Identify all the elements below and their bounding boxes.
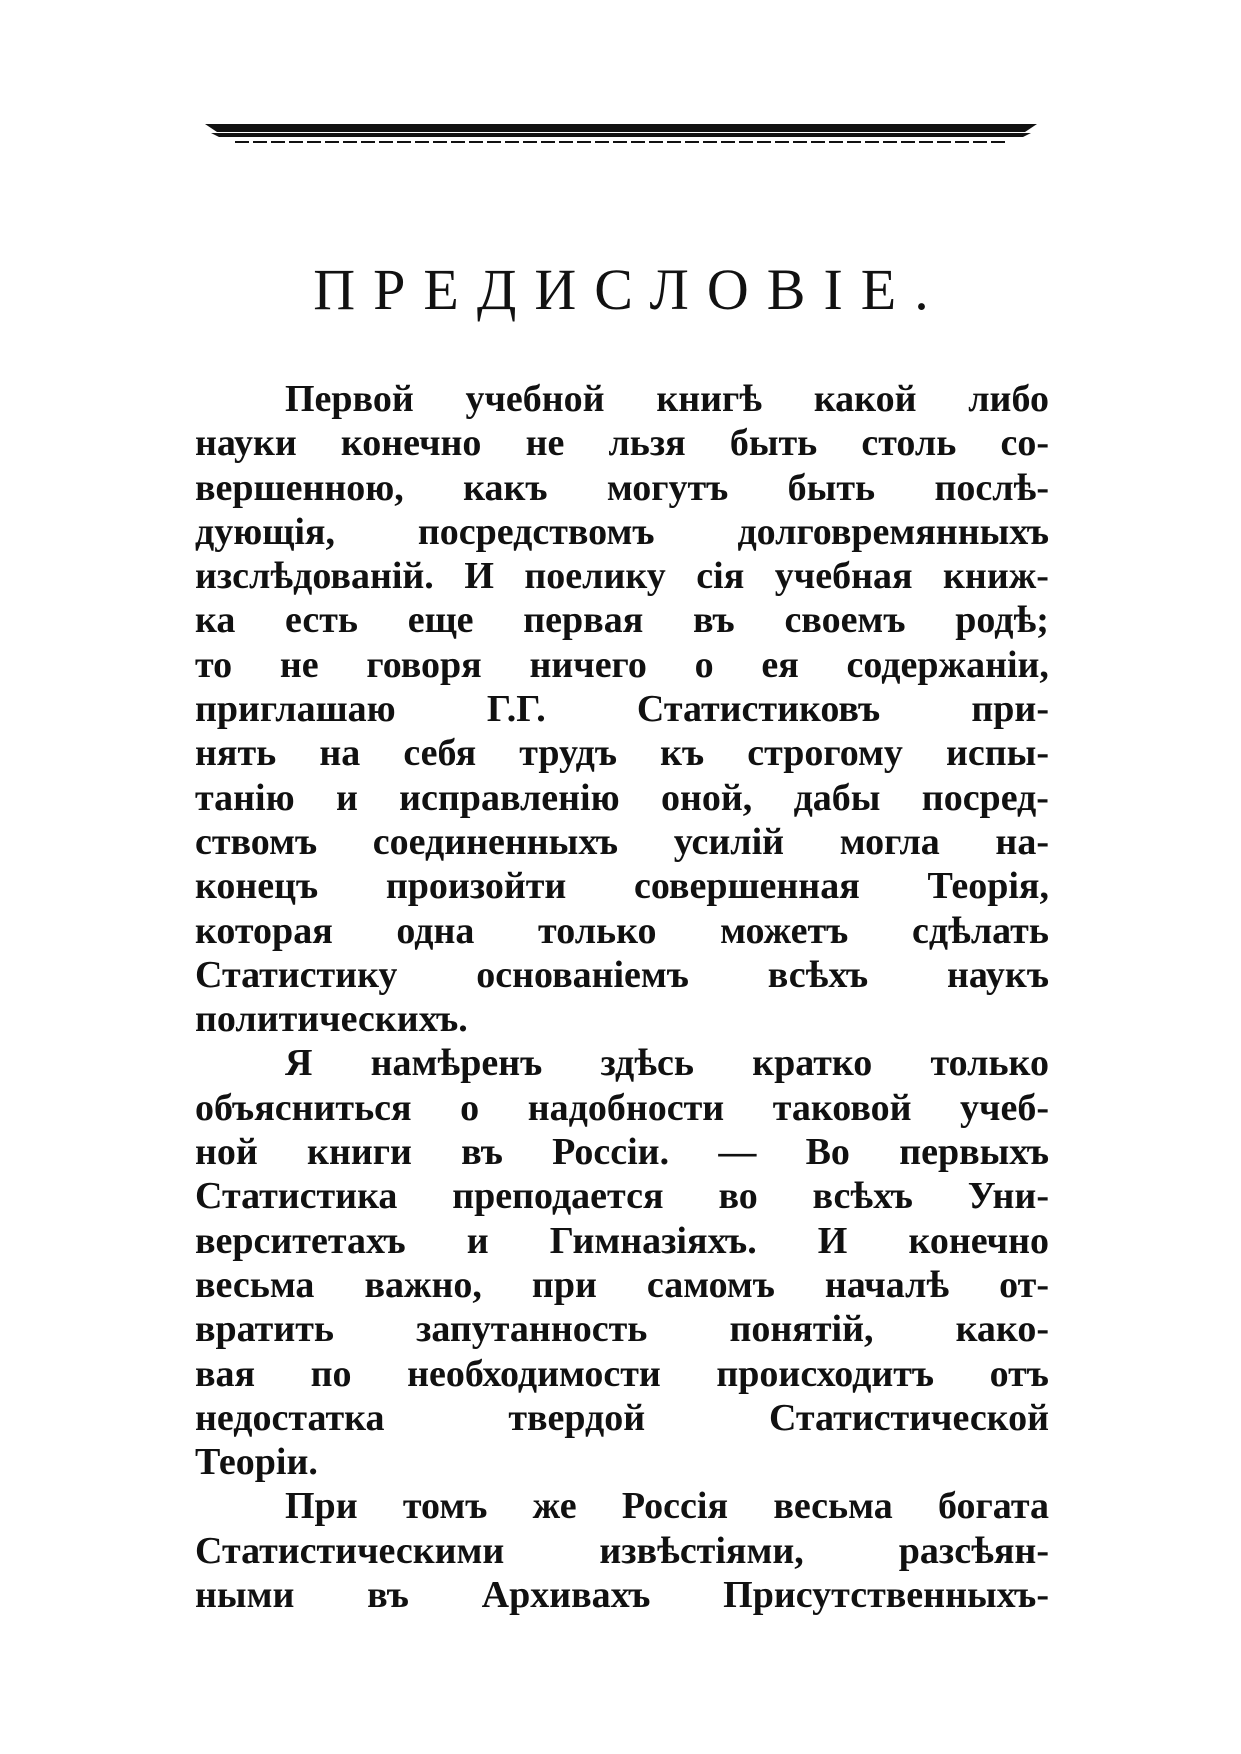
word: учебная bbox=[774, 555, 913, 598]
text-line bbox=[195, 466, 1049, 510]
word: вая bbox=[195, 1352, 256, 1395]
word: можетъ bbox=[720, 909, 849, 952]
word: Статистику bbox=[195, 953, 398, 996]
word: Статистика bbox=[195, 1175, 398, 1218]
text-line bbox=[195, 643, 1049, 687]
word: преподается bbox=[452, 1175, 664, 1218]
word: себя bbox=[403, 732, 477, 775]
word: то bbox=[195, 643, 233, 686]
text-line bbox=[195, 1484, 1049, 1528]
word: о bbox=[694, 643, 714, 686]
word: Гимназіяхъ. bbox=[549, 1219, 757, 1262]
word: танію bbox=[195, 776, 295, 819]
text-line bbox=[195, 953, 1049, 997]
word: долговремянныхъ bbox=[737, 510, 1049, 553]
word: кратко bbox=[752, 1042, 873, 1085]
page-title: ПРЕДИСЛОВІЕ. bbox=[313, 257, 947, 322]
word: понятій, bbox=[729, 1308, 874, 1351]
word: конецъ bbox=[195, 865, 319, 908]
word: въ bbox=[461, 1131, 503, 1174]
word: весьма bbox=[773, 1485, 893, 1528]
word: быть bbox=[729, 422, 818, 465]
word: здѣсь bbox=[600, 1042, 695, 1085]
word: о bbox=[460, 1086, 480, 1129]
word: на bbox=[319, 732, 361, 775]
word: при- bbox=[971, 688, 1049, 731]
word: нять bbox=[195, 732, 277, 775]
word: Г.Г. bbox=[486, 688, 546, 731]
word: надобности bbox=[527, 1086, 725, 1129]
word: вершенною, bbox=[195, 466, 404, 509]
word: какъ bbox=[463, 466, 548, 509]
word: запутанность bbox=[416, 1308, 648, 1351]
word: льзя bbox=[608, 422, 686, 465]
word: во bbox=[718, 1175, 758, 1218]
word: И bbox=[464, 555, 494, 598]
text-line bbox=[195, 1041, 1049, 1085]
word: Первой bbox=[285, 378, 414, 420]
word: оной, bbox=[660, 776, 753, 819]
word: Теорія, bbox=[927, 865, 1049, 908]
text-line bbox=[195, 598, 1049, 642]
word: всѣхъ bbox=[767, 953, 869, 996]
word: таковой bbox=[772, 1086, 912, 1129]
word: Россіи. bbox=[552, 1131, 670, 1174]
word: недостатка bbox=[195, 1396, 385, 1439]
word: могла bbox=[839, 820, 940, 863]
text-line bbox=[195, 554, 1049, 598]
word: послѣ- bbox=[934, 466, 1049, 509]
word: происходитъ bbox=[716, 1352, 935, 1395]
word: необходимости bbox=[407, 1352, 661, 1395]
word: дабы bbox=[793, 776, 881, 819]
text-line bbox=[195, 820, 1049, 864]
text-line bbox=[195, 421, 1049, 465]
word: Присутственныхъ- bbox=[723, 1574, 1049, 1617]
text-line bbox=[195, 1086, 1049, 1130]
word: Уни- bbox=[967, 1175, 1049, 1218]
word: и bbox=[335, 776, 358, 819]
text-line bbox=[195, 1263, 1049, 1307]
word: не bbox=[525, 422, 565, 465]
word: ными bbox=[195, 1574, 295, 1617]
word: посред- bbox=[921, 776, 1049, 819]
word: произойти bbox=[385, 865, 567, 908]
text-line bbox=[195, 1352, 1049, 1396]
text-line: политическихъ. bbox=[195, 998, 468, 1041]
text-line bbox=[195, 1396, 1049, 1440]
word: весьма bbox=[195, 1263, 315, 1306]
text-line bbox=[195, 510, 1049, 554]
word: от- bbox=[999, 1263, 1049, 1306]
word: быть bbox=[787, 466, 876, 509]
word: ея bbox=[761, 643, 799, 686]
word: изслѣдованій. bbox=[195, 555, 434, 598]
word: испы- bbox=[946, 732, 1049, 775]
word: книгѣ bbox=[656, 378, 763, 420]
word: ничего bbox=[529, 643, 647, 686]
header-ornament-rule bbox=[205, 122, 1037, 148]
word: При bbox=[285, 1485, 358, 1528]
word: усилій bbox=[673, 820, 785, 863]
word: либо bbox=[968, 378, 1049, 420]
word: объясниться bbox=[195, 1086, 412, 1129]
word: всѣхъ bbox=[812, 1175, 913, 1218]
word: только bbox=[930, 1042, 1049, 1085]
text-line bbox=[195, 1307, 1049, 1351]
word: ствомъ bbox=[195, 820, 318, 863]
word: въ bbox=[367, 1574, 409, 1617]
word: Статистиковъ bbox=[636, 688, 881, 731]
text-line bbox=[195, 1174, 1049, 1218]
preface-text bbox=[195, 377, 1049, 1617]
word: самомъ bbox=[646, 1263, 775, 1306]
word: науки bbox=[195, 422, 297, 465]
word: приглашаю bbox=[195, 688, 396, 731]
word: извѣстіями, bbox=[599, 1529, 804, 1572]
word: при bbox=[531, 1263, 597, 1306]
word: трудъ bbox=[519, 732, 618, 775]
word: содержаніи, bbox=[846, 643, 1049, 686]
word: началѣ bbox=[824, 1263, 950, 1306]
word: отъ bbox=[989, 1352, 1049, 1395]
word: Архивахъ bbox=[481, 1574, 651, 1617]
word: по bbox=[310, 1352, 352, 1395]
word: на- bbox=[995, 820, 1049, 863]
word: которая bbox=[195, 909, 333, 952]
word: же bbox=[532, 1485, 577, 1528]
word: учеб- bbox=[960, 1086, 1049, 1129]
text-line bbox=[195, 377, 1049, 421]
text-line bbox=[195, 909, 1049, 953]
word: въ bbox=[692, 599, 735, 642]
word: Статистической bbox=[768, 1396, 1049, 1439]
word: какой bbox=[813, 378, 917, 420]
word: ка bbox=[195, 599, 236, 642]
text-line bbox=[195, 687, 1049, 731]
word: книж- bbox=[943, 555, 1049, 598]
word: верситетахъ bbox=[195, 1219, 406, 1262]
word: сдѣлать bbox=[911, 909, 1049, 952]
word: ной bbox=[195, 1131, 258, 1174]
word: говоря bbox=[366, 643, 482, 686]
word: И bbox=[817, 1219, 848, 1262]
word: дующія, bbox=[195, 510, 335, 553]
word: важно, bbox=[364, 1263, 482, 1306]
text-line bbox=[195, 1573, 1049, 1617]
word: твердой bbox=[508, 1396, 646, 1439]
word: Во bbox=[805, 1131, 850, 1174]
word: вратить bbox=[195, 1308, 334, 1351]
word: не bbox=[279, 643, 319, 686]
word: еще bbox=[407, 599, 474, 642]
text-line bbox=[195, 731, 1049, 775]
word: совершенная bbox=[634, 865, 860, 908]
word: и bbox=[466, 1219, 489, 1262]
word: Я bbox=[285, 1042, 313, 1085]
text-line bbox=[195, 864, 1049, 908]
word: только bbox=[538, 909, 657, 952]
text-line bbox=[195, 1130, 1049, 1174]
word: конечно bbox=[908, 1219, 1049, 1262]
word: поелику bbox=[524, 555, 666, 598]
word: столь bbox=[861, 422, 957, 465]
word: наукъ bbox=[946, 953, 1049, 996]
text-line: Теоріи. bbox=[195, 1441, 318, 1484]
word: строгому bbox=[747, 732, 903, 775]
word: первая bbox=[523, 599, 644, 642]
text-line bbox=[195, 1219, 1049, 1263]
word: како- bbox=[955, 1308, 1049, 1351]
word: учебной bbox=[465, 378, 605, 420]
word: могутъ bbox=[606, 466, 729, 509]
word: томъ bbox=[402, 1485, 488, 1528]
word: Россія bbox=[621, 1485, 729, 1528]
word: основаніемъ bbox=[476, 953, 689, 996]
word: къ bbox=[660, 732, 705, 775]
word: сія bbox=[696, 555, 745, 598]
word: родѣ; bbox=[955, 599, 1049, 642]
word: книги bbox=[307, 1131, 412, 1174]
word: посредствомъ bbox=[417, 510, 655, 553]
word: со- bbox=[1000, 422, 1049, 465]
text-line bbox=[195, 776, 1049, 820]
word: есть bbox=[285, 599, 359, 642]
word: богата bbox=[938, 1485, 1049, 1528]
text-line bbox=[195, 1529, 1049, 1573]
word: исправленію bbox=[399, 776, 620, 819]
word: — bbox=[718, 1131, 757, 1174]
word: первыхъ bbox=[899, 1131, 1049, 1174]
word: своемъ bbox=[784, 599, 906, 642]
word: разсѣян- bbox=[898, 1529, 1049, 1572]
word: соединенныхъ bbox=[372, 820, 619, 863]
word: конечно bbox=[340, 422, 482, 465]
word: намѣренъ bbox=[370, 1042, 543, 1085]
word: одна bbox=[396, 909, 475, 952]
word: Статистическими bbox=[195, 1529, 505, 1572]
